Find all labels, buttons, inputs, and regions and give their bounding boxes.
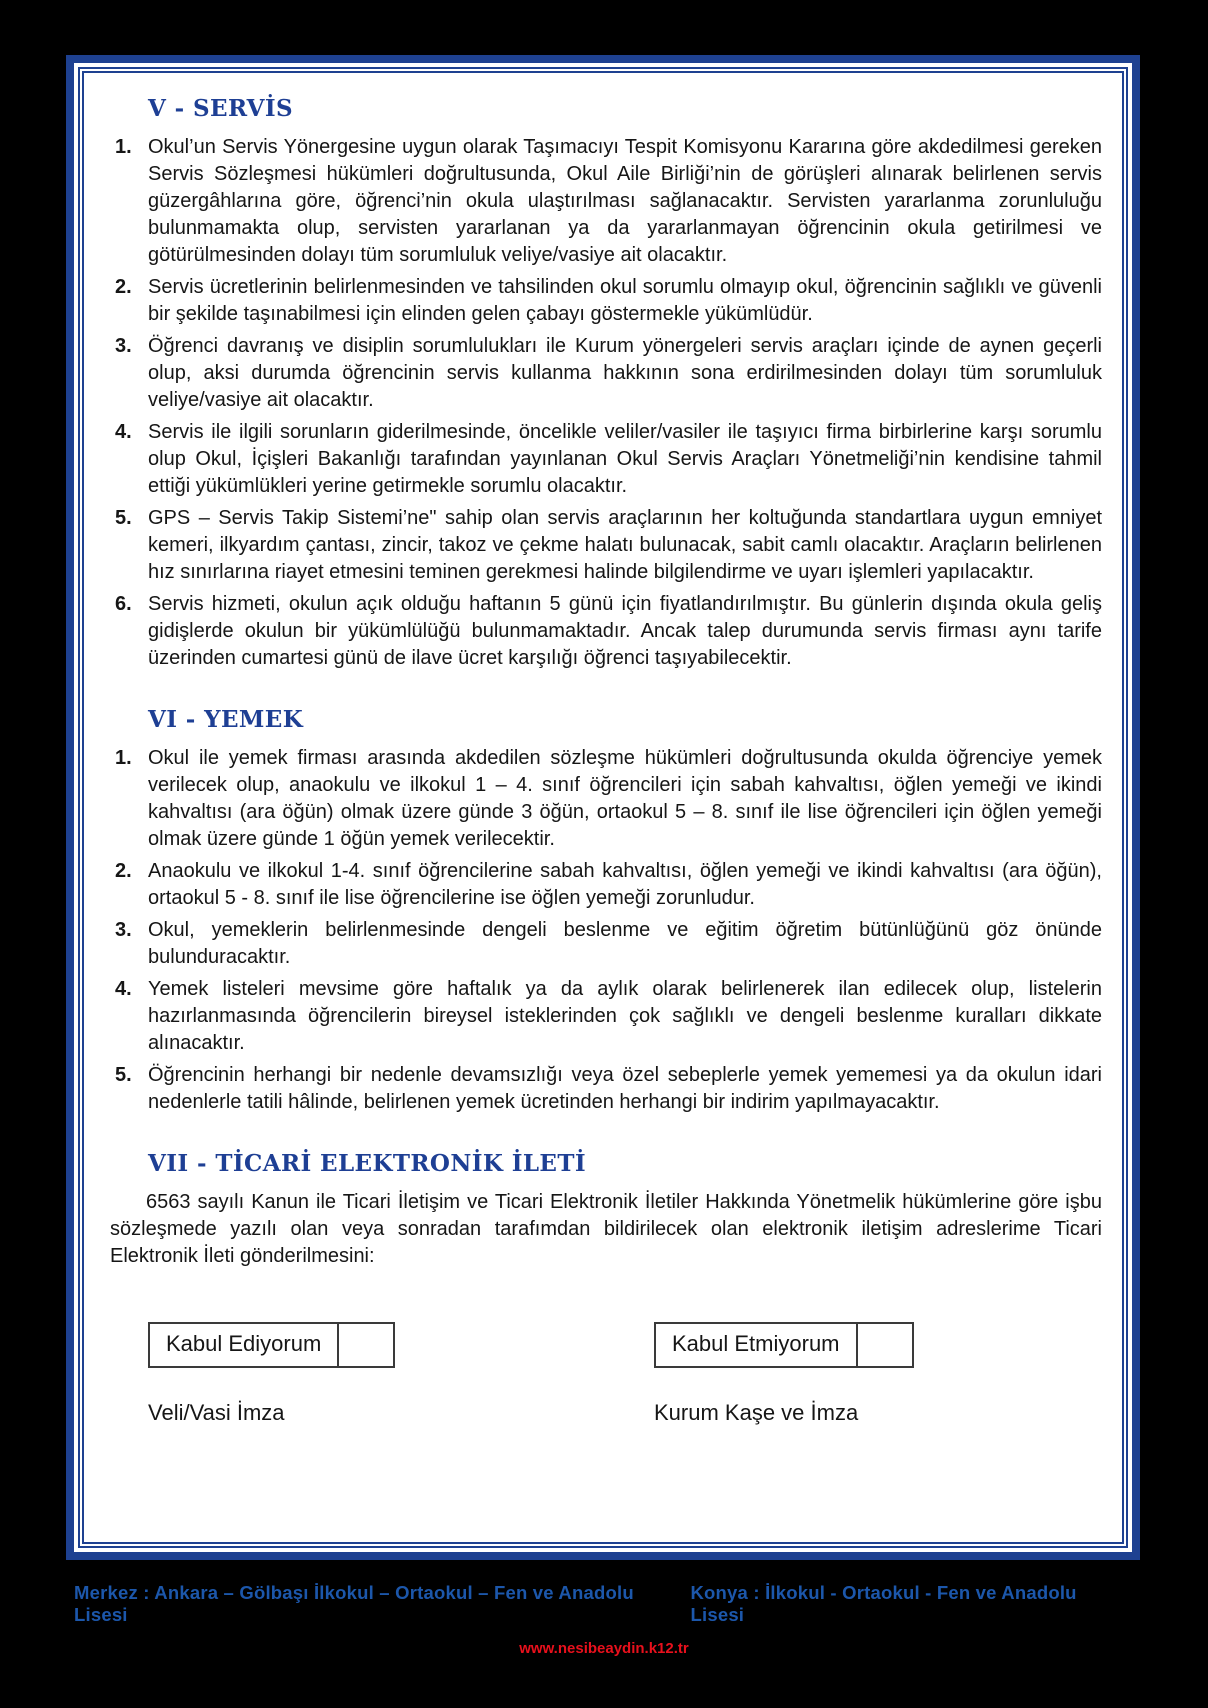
section-title-servis: V - SERVİS bbox=[148, 95, 294, 122]
item-number: 3. bbox=[115, 335, 132, 357]
item-text: Öğrencinin herhangi bir nedenle devamsızlığı veya özel sebeplerle yemek yememesi ya da okulun idari nedenlerle tatili hâlinde, belirlenen yemek ücretinden herhangi bir indirim yapılmayacaktır. bbox=[148, 1064, 1102, 1113]
item-text: Okul ile yemek firması arasında akdedilen sözleşme hükümleri doğrultusunda okulda öğrenciye yemek verilecek olup, anaokulu ve ilkokul 1 – 4. sınıf öğrencileri için sabah kahvaltısı, öğlen yemeği ve ikindi kahvaltısı (ara öğün) olmak üzere günde 3 öğün, ortaokul 5 – 8. sınıf ile lise öğrencileri için öğlen yemeği olmak üzere günde 1 öğün yemek verilecektir. bbox=[148, 747, 1102, 850]
list-item bbox=[110, 333, 1102, 414]
list-item bbox=[110, 1062, 1102, 1116]
item-number: 5. bbox=[115, 1064, 132, 1086]
item-text: Okul, yemeklerin belirlenmesinde dengeli beslenme ve eğitim öğretim bütünlüğünü göz önünde bulunduracaktır. bbox=[148, 919, 1102, 968]
list-item bbox=[110, 917, 1102, 971]
list-item bbox=[110, 858, 1102, 912]
consent-accept-column bbox=[148, 1322, 588, 1426]
item-text: Yemek listeleri mevsime göre haftalık ya da aylık olarak belirlenerek ilan edilecek olup, listelerin hazırlanmasında öğrencilerin bireysel isteklerinden çok sağlıklı ve dengeli beslenme kuralları dikkate alınacaktır. bbox=[148, 978, 1102, 1054]
item-text: Okul’un Servis Yönergesine uygun olarak Taşımacıyı Tespit Komisyonu Kararına göre akdedilmesi gereken Servis Sözleşmesi hükümleri doğrultusunda, Okul Aile Birliği’nin de görüşleri alınarak belirlenen servis güzergâhlarına göre, öğrenci’nin okula ulaştırılması sağlanacaktır. Servisten yararlanma zorunluluğu bulunmamakta olup, servisten yararlanan ya da yararlanmayan öğrencinin okula getirilmesi ve götürülmesinden dolayı tüm sorumluluk veliye/vasiye ait olacaktır. bbox=[148, 136, 1102, 266]
reject-checkbox bbox=[858, 1324, 912, 1366]
footer-website: www.nesibeaydin.k12.tr bbox=[519, 1640, 689, 1657]
item-number: 4. bbox=[115, 978, 132, 1000]
item-number: 6. bbox=[115, 593, 132, 615]
item-number: 1. bbox=[115, 136, 132, 158]
list-item bbox=[110, 419, 1102, 500]
parent-signature-label: Veli/Vasi İmza bbox=[148, 1400, 285, 1425]
reject-label: Kabul Etmiyorum bbox=[656, 1324, 858, 1366]
ticari-ileti-paragraph: 6563 sayılı Kanun ile Ticari İletişim ve Ticari Elektronik İletiler Hakkında Yönetmelik hükümlerine göre işbu sözleşmede yazılı olan veya sonradan tarafımdan bildirilecek olan elektronik iletişim adreslerime Ticari Elektronik İleti gönderilmesini: bbox=[110, 1191, 1102, 1267]
accept-box bbox=[148, 1322, 395, 1368]
footer-campus-left: Merkez : Ankara – Gölbaşı İlkokul – Ortaokul – Fen ve Anadolu Lisesi bbox=[74, 1582, 634, 1625]
section-title-yemek: VI - YEMEK bbox=[148, 706, 304, 733]
item-number: 2. bbox=[115, 860, 132, 882]
item-number: 1. bbox=[115, 747, 132, 769]
item-number: 2. bbox=[115, 276, 132, 298]
list-item bbox=[110, 976, 1102, 1057]
item-number: 5. bbox=[115, 507, 132, 529]
list-item bbox=[110, 274, 1102, 328]
footer-campus-right: Konya : İlkokul - Ortaokul - Fen ve Anadolu Lisesi bbox=[690, 1582, 1077, 1625]
item-text: Anaokulu ve ilkokul 1-4. sınıf öğrencilerine sabah kahvaltısı, öğlen yemeği ve ikindi kahvaltısı (ara öğün), ortaokul 5 - 8. sınıf ile lise öğrencilerine ise öğlen yemeği zorunludur. bbox=[148, 860, 1102, 909]
reject-box bbox=[654, 1322, 914, 1368]
item-text: Servis ile ilgili sorunların giderilmesinde, öncelikle veliler/vasiler ile taşıyıcı firma birbirlerine karşı sorumlu olup Okul, İçişleri Bakanlığı tarafından yayınlanan Okul Servis Araçları Yönetmeliği’nin kendisine tahmil ettiği yükümlükleri yerine getirmekle sorumlu olacaktır. bbox=[148, 421, 1102, 497]
list-item bbox=[110, 505, 1102, 586]
school-signature-label: Kurum Kaşe ve İmza bbox=[654, 1400, 859, 1425]
section-title-ticari-elektronik-ileti: VII - TİCARİ ELEKTRONİK İLETİ bbox=[148, 1150, 587, 1177]
item-number: 3. bbox=[115, 919, 132, 941]
item-number: 4. bbox=[115, 421, 132, 443]
page-inner-border bbox=[78, 67, 1128, 1548]
item-text: Servis hizmeti, okulun açık olduğu haftanın 5 günü için fiyatlandırılmıştır. Bu günlerin dışında okula geliş gidişlerde okulun bir yükümlülüğü bulunmamaktadır. Ancak talep durumunda servis firması aynı tarife üzerinden cumartesi günü de ilave ücret karşılığı öğrenci taşıyabilecektir. bbox=[148, 593, 1102, 669]
accept-checkbox bbox=[339, 1324, 393, 1366]
contract-page bbox=[66, 55, 1140, 1560]
item-text: GPS – Servis Takip Sistemi’ne" sahip olan servis araçlarının her koltuğunda standartlara uygun emniyet kemeri, ilkyardım çantası, zincir, takoz ve çekme halatı bulunacak, sabit camlı olacaktır. Araçların belirlenen hız sınırlarına riayet etmesini teminen gerekmesi halinde bilgilendirme ve uyarı işlemleri yapılacaktır. bbox=[148, 507, 1102, 583]
consent-row bbox=[110, 1322, 1102, 1426]
item-text: Servis ücretlerinin belirlenmesinden ve tahsilinden okul sorumlu olmayıp okul, öğrencinin sağlıklı ve güvenli bir şekilde taşınabilmesi için elinden gelen çabayı göstermekle yükümlüdür. bbox=[148, 276, 1102, 325]
list-item bbox=[110, 591, 1102, 672]
item-text: Öğrenci davranış ve disiplin sorumlulukları ile Kurum yönergeleri servis araçları içinde de aynen geçerli olup, aksi durumda öğrencinin servis kullanma hakkının sona erdirilmesinden dolayı tüm sorumluluk veliye/vasiye ait olacaktır. bbox=[148, 335, 1102, 411]
consent-reject-column bbox=[654, 1322, 1094, 1426]
page-content bbox=[82, 71, 1124, 1544]
accept-label: Kabul Ediyorum bbox=[150, 1324, 339, 1366]
footer-campuses bbox=[0, 1582, 1208, 1626]
list-item bbox=[110, 745, 1102, 853]
list-item bbox=[110, 134, 1102, 269]
